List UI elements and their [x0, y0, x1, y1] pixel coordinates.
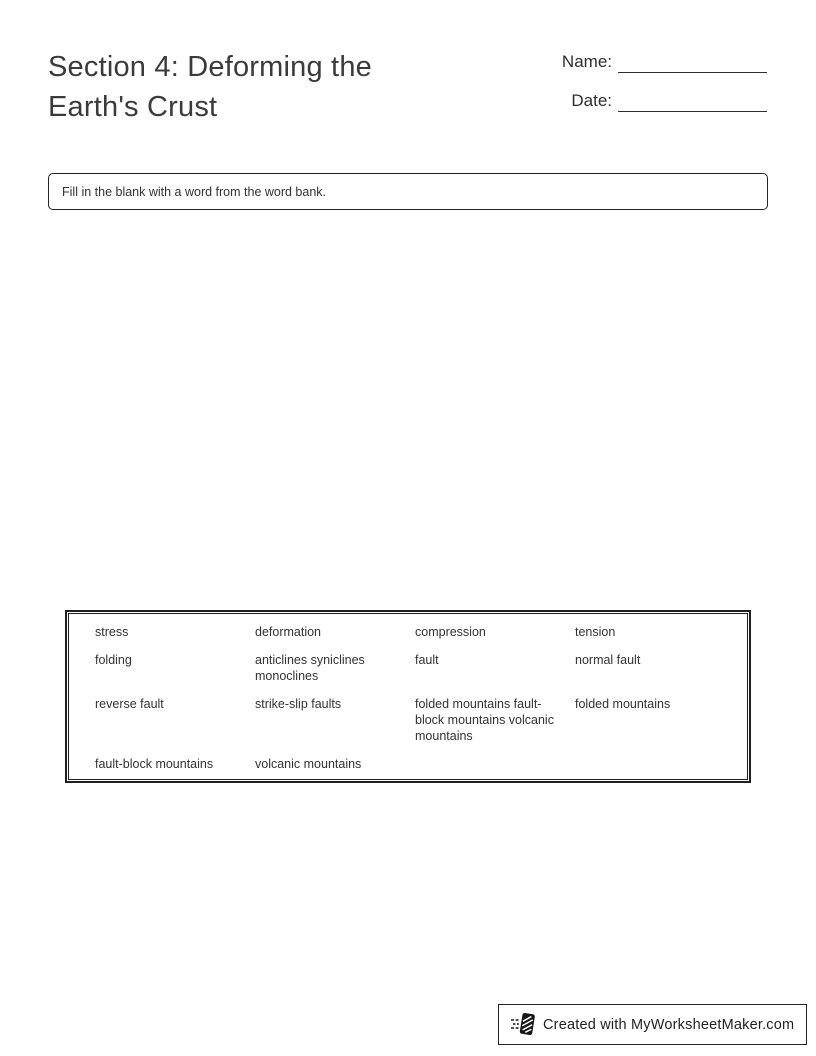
footer-credit-text: Created with MyWorksheetMaker.com	[543, 1016, 795, 1033]
name-label: Name:	[561, 52, 612, 71]
word-bank-item: folded mountains fault-block mountains volcanic mountains	[415, 697, 554, 743]
word-bank-box	[65, 610, 751, 783]
word-bank-item: tension	[575, 625, 616, 639]
word-bank-item: normal fault	[575, 653, 641, 667]
name-date-block	[562, 51, 767, 129]
date-row	[562, 90, 767, 112]
worksheet-maker-logo-icon	[510, 1011, 536, 1038]
word-bank-item: volcanic mountains	[255, 757, 362, 771]
word-bank-item: reverse fault	[95, 697, 164, 711]
word-bank-item: deformation	[255, 625, 322, 639]
instructions-text: Fill in the blank with a word from the word bank.	[62, 184, 327, 199]
page-title: Section 4: Deforming the Earth's Crust	[48, 51, 372, 123]
date-blank-line	[618, 91, 767, 112]
word-bank-grid	[68, 613, 748, 780]
footer-badge	[498, 1004, 807, 1045]
date-label: Date:	[571, 91, 612, 110]
word-bank-item: compression	[415, 625, 486, 639]
word-bank-item: folded mountains	[575, 697, 671, 711]
word-bank-item: fault	[415, 653, 439, 667]
word-bank-item: stress	[95, 625, 129, 639]
word-bank-item: fault-block mountains	[95, 757, 214, 771]
name-row	[562, 51, 767, 73]
word-bank-item: folding	[95, 653, 132, 667]
name-blank-line	[618, 52, 767, 73]
word-bank-item: anticlines syniclines monoclines	[255, 653, 365, 683]
word-bank-item: strike-slip faults	[255, 697, 342, 711]
instructions-box	[48, 173, 768, 210]
